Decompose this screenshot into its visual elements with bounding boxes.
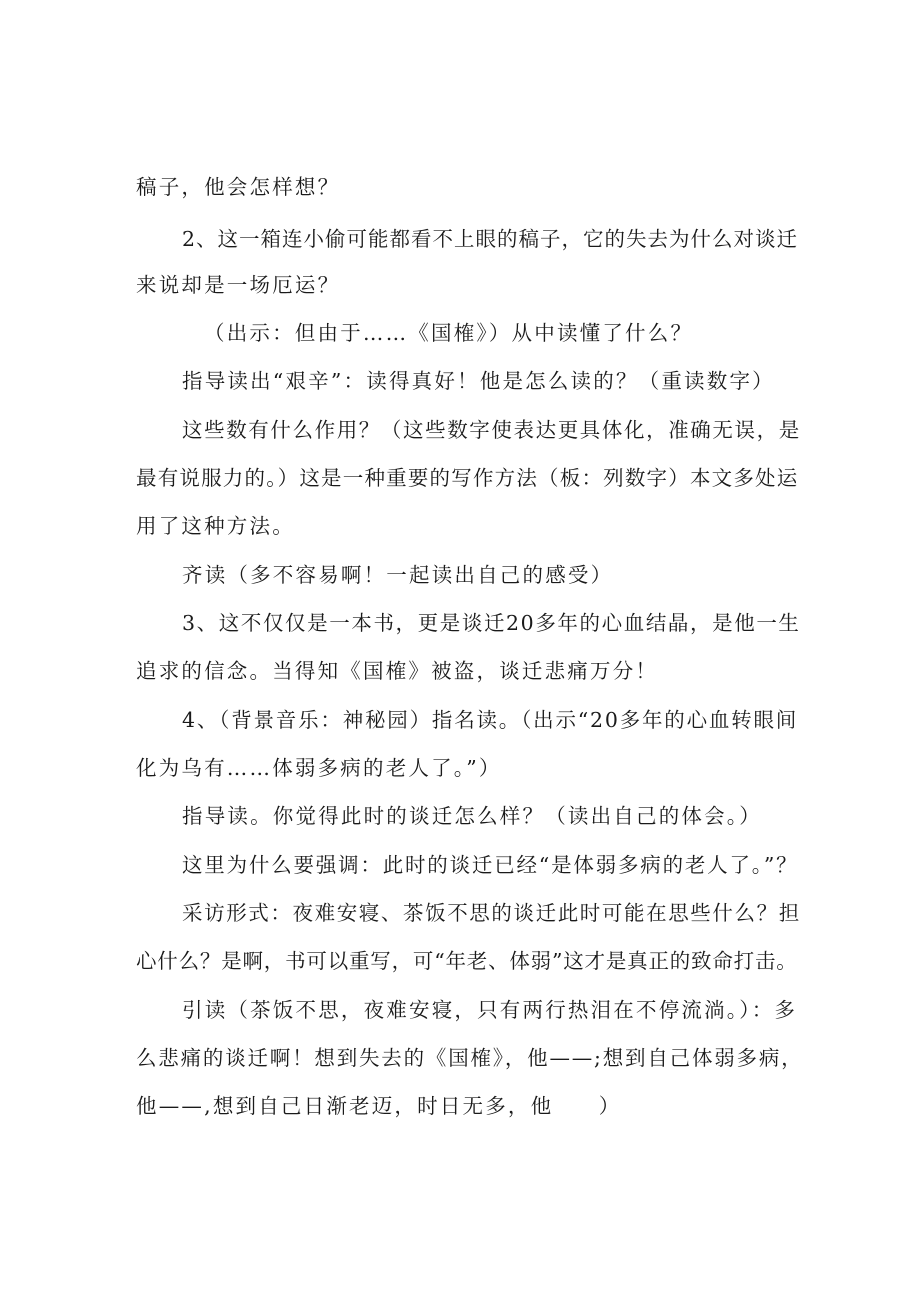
text-line: 稿子，他会怎样想？ bbox=[136, 175, 341, 199]
text-line: 采访形式：夜难安寝、茶饭不思的谈迁此时可能在思些什么？担 bbox=[182, 901, 801, 925]
text-line: 他——,想到自己日渐老迈，时日无多，他 ） bbox=[136, 1094, 622, 1118]
text-line: 4、（背景音乐：神秘园）指名读。（出示“20多年的心血转眼间 bbox=[182, 708, 799, 732]
text-line: 2、这一箱连小偷可能都看不上眼的稿子，它的失去为什么对谈迁 bbox=[182, 227, 799, 251]
text-line: 心什么？是啊，书可以重写，可“年老、体弱”这才是真正的致命打击。 bbox=[136, 949, 798, 973]
text-line: 这些数有什么作用？（这些数字使表达更具体化，准确无误，是 bbox=[182, 418, 801, 442]
text-line: 追求的信念。当得知《国榷》被盗，谈迁悲痛万分！ bbox=[136, 659, 659, 683]
text-line: 化为乌有……体弱多病的老人了。”） bbox=[136, 756, 502, 780]
text-line: 最有说服力的。）这是一种重要的写作方法（板：列数字）本文多处运 bbox=[136, 466, 799, 490]
text-line: 来说却是一场厄运？ bbox=[136, 273, 341, 297]
text-line: 齐读（多不容易啊！一起读出自己的感受） bbox=[182, 563, 614, 587]
text-line: 这里为什么要强调：此时的谈迁已经“是体弱多病的老人了。”？ bbox=[182, 853, 799, 877]
text-line: 3、这不仅仅是一本书，更是谈迁20多年的心血结晶，是他一生 bbox=[182, 611, 801, 635]
text-line: （出示：但由于……《国榷》）从中读懂了什么？ bbox=[204, 321, 694, 345]
text-line: 么悲痛的谈迁啊！想到失去的《国榷》，他——;想到自己体弱多病， bbox=[136, 1046, 804, 1070]
text-line: 引读（茶饭不思，夜难安寝，只有两行热泪在不停流淌。）：多 bbox=[182, 998, 798, 1022]
text-line: 指导读。你觉得此时的谈迁怎么样？（读出自己的体会。） bbox=[182, 804, 762, 828]
text-line: 用了这种方法。 bbox=[136, 514, 295, 538]
text-line: 指导读出“艰辛”：读得真好！他是怎么读的？（重读数字） bbox=[182, 369, 775, 393]
